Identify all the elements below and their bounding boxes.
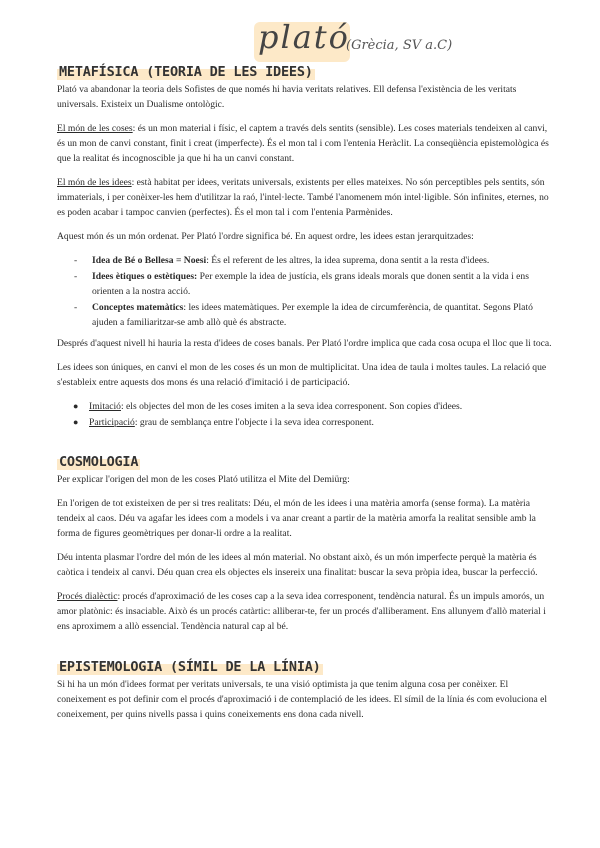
paragraph: Després d'aquest nivell hi hauria la resta d'idees de coses banals. Per Plató l'ordre implica que cada cosa ocupa el lloc que li toca. [57,338,552,349]
title-main: plató [258,18,350,56]
list-item: ● Participació: grau de semblança entre l'objecte i la seva idea corresponent. [73,417,374,428]
paragraph: Déu intenta plasmar l'ordre del món de les idees al món material. No obstant això, és un món imperfecte perquè la matèria és caòtica i tendeix al canvi. Déu quan crea els objectes els insereix una finalitat: buscar la seva pròpia idea, buscar la perfecció. [57,552,538,578]
paragraph: Si hi ha un món d'idees format per veritats universals, te una visió optimista ja que tenim alguna cosa per conèixer. El coneixement es pot definir com el procés d'aproximació i de contemplació de les idees. El símil de la línia és com evoluciona el coneixement, per quins nivells passa i quins coneixements ens dona cada nivell. [57,679,548,720]
term-proces-dialectic: Procés dialèctic [57,591,118,602]
paragraph: Plató va abandonar la teoria dels Sofistes de que només hi havia veritats relatives. Ell defensa l'existència de les veritats universals. Existeix un Dualisme ontològic. [57,84,517,110]
list-item: - Conceptes matemàtics: les idees matemàtiques. Per exemple la idea de circumferència, de quantitat. Segons Plató ajuden a familiaritzar-se amb allò què és abstracte. [74,302,533,328]
term-mon-idees: El món de les idees [57,177,132,188]
title-subtitle: (Grècia, SV a.C) [346,38,453,53]
ideas-hierarchy-list [57,253,552,330]
list-item: - Idees ètiques o estètiques: Per exemple la idea de justícia, els grans ideals morals que donen sentit a la vida i ens orienten a la nostra acció. [74,271,529,297]
paragraph: Les idees son úniques, en canvi el mon de les coses és un mon de multiplicitat. Una idea de taula i moltes taules. La relació que s'estableix entre aquests dos mons és una relació d'imitació i de participació. [57,362,547,388]
paragraph: El món de les idees: està habitat per idees, veritats universals, existents per elles mateixes. No són perceptibles pels sentits, són immaterials, i per conèixer-les hem d'utilitzar la raó, l'intel·lecte. També l'anomenem món intel·ligible. Són infinites, eternes, no es poden acabar i tampoc canvien (perfectes). És el mon tal i com l'entenia Parmènides. [57,177,549,218]
list-item: ● Imitació: els objectes del mon de les coses imiten a la seva idea corresponent. Son copies d'idees. [73,401,463,412]
paragraph: Procés dialèctic: procés d'aproximació de les coses cap a la seva idea corresponent, tendència natural. És un impuls amorós, un amor platònic: és insaciable. Això és un procés catàrtic: alliberar-te, fer un procés d'alliberament. Ens allunyem d'allò material i ens aproximem a allò essencial. Tendència natural cap al bé. [57,591,546,632]
document-body [57,62,552,731]
term-mon-coses: El món de les coses [57,123,133,134]
heading-epistemologia: EPISTEMOLOGIA (SÍMIL DE LA LÍNIA) [59,659,321,675]
list-item: - Idea de Bé o Bellesa = Noesi: És el referent de les altres, la idea suprema, dona sentit a la resta d'idees. [74,255,490,266]
paragraph: Aquest món és un món ordenat. Per Plató l'ordre significa bé. En aquest ordre, les idees estan jerarquitzades: [57,231,474,242]
paragraph: El món de les coses: és un mon material i físic, el captem a través dels sentits (sensible). Les coses materials tendeixen al canvi, és un mon de canvi constant, finit i creat (imperfecte). És el mon tal i com l'entenia Heràclit. La conseqüència epistemològica és que la realitat és incognoscible ja que hi ha un canvi constant. [57,123,549,164]
relation-list [57,399,552,430]
heading-metafisica: METAFÍSICA (TEORIA DE LES IDEES) [59,64,313,80]
paragraph: En l'origen de tot existeixen de per si tres realitats: Déu, el món de les idees i una matèria amorfa (sense forma). La matèria tendeix al caos. Déu va agafar les idees com a models i va anar creant a partir de la matèria amorfa la realitat sensible amb la forma de figures geomètriques per donar-li ordre a la realitat. [57,498,536,539]
heading-cosmologia: COSMOLOGIA [59,454,139,470]
paragraph: Per explicar l'origen del mon de les coses Plató utilitza el Mite del Demiürg: [57,474,350,485]
document-title [250,14,580,66]
